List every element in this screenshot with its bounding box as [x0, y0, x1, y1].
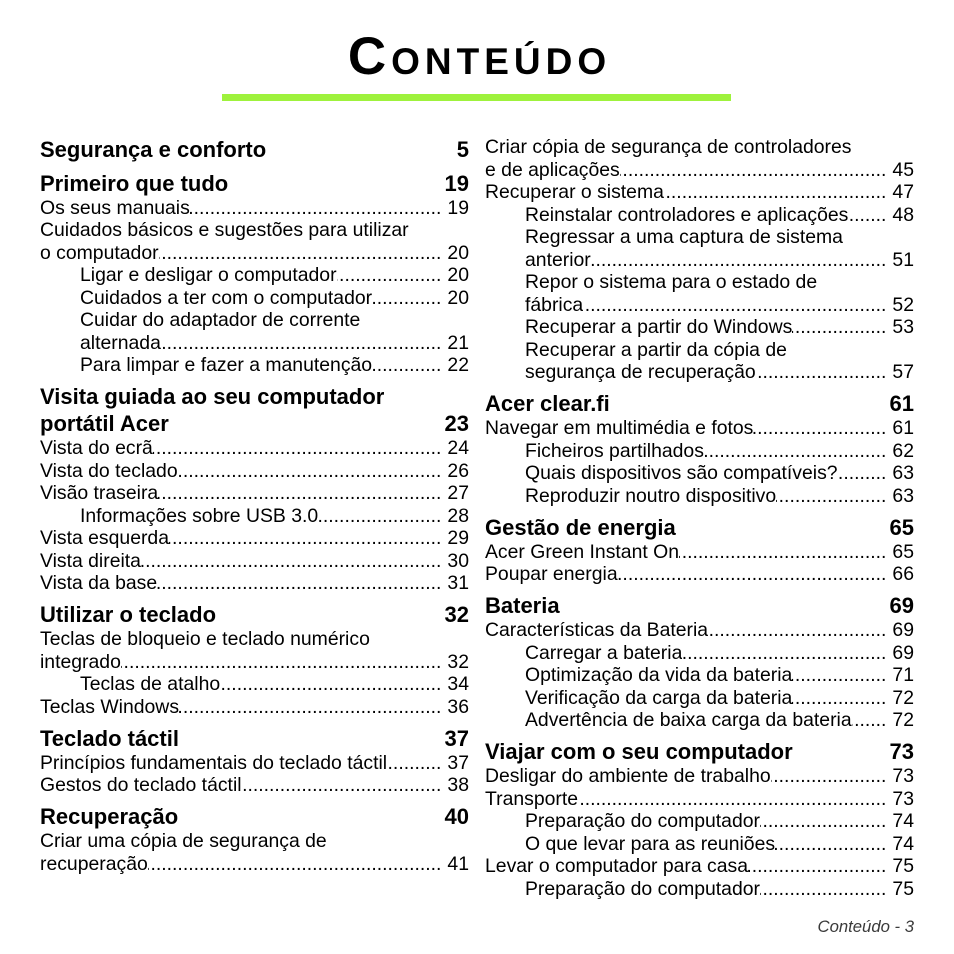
page-number: 20 [447, 241, 469, 264]
page-number: 73 [892, 787, 914, 810]
dot-leader [792, 664, 886, 687]
toc-entry-title: Cuidados a ter com o computador [80, 286, 373, 309]
toc-entry-title: Cuidados básicos e sugestões para utilizar [40, 219, 409, 241]
toc-entry-title: Regressar a uma captura de sistema [525, 226, 843, 248]
page-number: 53 [892, 316, 914, 338]
toc-entry-title: Bateria [485, 593, 560, 618]
page-number: 37 [447, 751, 469, 774]
dot-leader [161, 332, 442, 355]
toc-line [485, 159, 914, 182]
toc-subentry[interactable] [485, 709, 914, 732]
dot-leader [708, 619, 886, 642]
toc-entry[interactable] [485, 788, 914, 811]
dot-leader [664, 181, 887, 204]
toc-subentry[interactable] [485, 226, 914, 271]
toc-heading[interactable] [485, 592, 914, 619]
dot-leader [148, 853, 442, 876]
toc-entry-title: Teclado táctil [40, 725, 179, 751]
page-number: 37 [444, 725, 469, 751]
toc-entry[interactable] [40, 572, 469, 595]
toc-line [525, 485, 914, 508]
toc-entry-title: Criar uma cópia de segurança de [40, 830, 327, 852]
dot-leader [591, 249, 887, 272]
toc-line [40, 242, 469, 265]
toc-heading[interactable] [40, 383, 469, 437]
toc-subentry[interactable] [485, 878, 914, 901]
toc-entry-title: Reproduzir noutro dispositivo [525, 484, 777, 507]
page-number: 34 [447, 673, 469, 695]
dot-leader [153, 437, 442, 460]
page-number: 69 [892, 641, 914, 664]
toc-subentry[interactable] [485, 204, 914, 227]
toc-entry-title: Gestão de energia [485, 514, 676, 540]
page-number: 24 [447, 437, 469, 459]
page-number: 57 [892, 361, 914, 383]
dot-leader [756, 361, 887, 384]
dot-leader [620, 159, 887, 182]
toc-line [485, 788, 914, 811]
dot-leader [372, 287, 441, 310]
page-number: 75 [892, 877, 914, 900]
dot-leader [121, 651, 442, 674]
toc-entry[interactable] [40, 774, 469, 797]
toc-entry-title: Vista do ecrã [40, 437, 153, 459]
toc-entry-title: Vista da base [40, 572, 158, 594]
page-number: 19 [447, 196, 469, 219]
page-number: 73 [889, 739, 914, 764]
toc-heading[interactable] [485, 514, 914, 541]
dot-leader [848, 204, 886, 227]
page-title: Conteúdo [347, 27, 612, 86]
toc-line [80, 287, 469, 310]
toc-entry[interactable] [40, 197, 469, 220]
toc-line [80, 332, 469, 355]
toc-heading[interactable] [485, 738, 914, 765]
toc-line [485, 136, 914, 159]
toc-entry[interactable] [485, 541, 914, 564]
toc-entry[interactable] [40, 460, 469, 483]
toc-subentry[interactable] [485, 687, 914, 710]
toc-entry-title: Quais dispositivos são compatíveis? [525, 462, 838, 484]
toc-line [40, 136, 469, 163]
toc-line [525, 249, 914, 272]
toc-entry-title: Recuperar a partir da cópia de [525, 338, 787, 361]
toc-subentry[interactable] [485, 642, 914, 665]
toc-entry-title: Viajar com o seu computador [485, 739, 793, 764]
toc-entry-title: Gestos do teclado táctil [40, 774, 242, 796]
toc-column-left [40, 136, 469, 875]
toc-entry[interactable] [40, 628, 469, 673]
page-number: 41 [447, 852, 469, 875]
page-number: 5 [456, 137, 469, 162]
toc-line [40, 853, 469, 876]
page-number: 20 [447, 286, 469, 309]
toc-subentry[interactable] [485, 316, 914, 339]
toc-line [40, 651, 469, 674]
toc-entry-title: Recuperação [40, 804, 179, 829]
page-number: 47 [892, 181, 914, 203]
toc-line [80, 264, 469, 287]
toc-entry-title: Acer Green Instant On [485, 540, 680, 563]
page-number: 65 [889, 514, 914, 540]
page-number: 48 [892, 203, 914, 226]
toc-line [485, 417, 914, 440]
page-number: 19 [444, 170, 469, 196]
dot-leader [583, 294, 886, 317]
page-number: 21 [447, 331, 469, 354]
toc-line [40, 383, 469, 410]
toc-entry[interactable] [485, 619, 914, 642]
toc-entry-title: Vista esquerda [40, 527, 170, 549]
toc-entry-title: alternada [80, 331, 161, 354]
page-number: 27 [447, 482, 469, 504]
page-footer: Conteúdo - 3 [817, 917, 914, 936]
toc-line [40, 197, 469, 220]
toc-column-right [485, 136, 914, 900]
toc-entry-title: Visita guiada ao seu computador [40, 384, 385, 409]
toc-subentry[interactable] [485, 339, 914, 384]
toc-subentry[interactable] [485, 485, 914, 508]
toc-entry-title: Primeiro que tudo [40, 170, 229, 196]
toc-entry-title: Carregar a bateria [525, 641, 683, 664]
toc-line [80, 505, 469, 528]
toc-entry-title: Características da Bateria [485, 619, 709, 641]
toc-entry-title: Transporte [485, 787, 579, 810]
toc-line [40, 219, 469, 242]
toc-line [525, 642, 914, 665]
toc-line [485, 855, 914, 878]
toc-entry[interactable] [40, 527, 469, 550]
toc-entry-title: Poupar energia [485, 563, 618, 585]
toc-entry-title: segurança de recuperação [525, 361, 756, 383]
toc-entry-title: Verificação da carga da bateria [525, 686, 793, 709]
toc-line [40, 437, 469, 460]
toc-entry[interactable] [485, 417, 914, 440]
page-number: 23 [444, 411, 469, 436]
toc-line [525, 316, 914, 339]
page-number: 71 [892, 664, 914, 686]
toc-entry-title: Repor o sistema para o estado de [525, 271, 818, 293]
page-number: 63 [892, 484, 914, 507]
toc-line [525, 462, 914, 485]
toc-entry[interactable] [40, 752, 469, 775]
toc-entry-title: Princípios fundamentais do teclado táctil [40, 751, 388, 774]
toc-subentry[interactable] [40, 287, 469, 310]
toc-line [40, 572, 469, 595]
toc-line [40, 803, 469, 830]
toc-entry-title: Levar o computador para casa [485, 855, 749, 877]
toc-entry-title: Os seus manuais [40, 196, 190, 219]
dot-leader [179, 696, 441, 719]
toc-line [40, 830, 469, 853]
page-number: 74 [892, 832, 914, 855]
toc-entry-title: Vista direita [40, 549, 141, 572]
toc-entry-title: Optimização da vida da bateria [525, 664, 793, 686]
toc-subentry[interactable] [485, 833, 914, 856]
toc-line [525, 271, 914, 294]
dot-leader [682, 642, 886, 665]
dot-leader [169, 527, 441, 550]
page-number: 65 [892, 540, 914, 563]
page-number: 52 [892, 293, 914, 316]
toc-line [40, 460, 469, 483]
toc-entry-title: Acer clear.fi [485, 391, 610, 416]
toc-line [525, 361, 914, 384]
toc-entry-title: Utilizar o teclado [40, 602, 217, 627]
toc-line [525, 878, 914, 901]
dot-leader [852, 709, 887, 732]
toc-line [485, 390, 914, 417]
toc-subentry[interactable] [40, 505, 469, 528]
toc-line [485, 765, 914, 788]
toc-entry-title: Advertência de baixa carga da bateria [525, 709, 852, 731]
dot-leader [159, 242, 442, 265]
toc-line [80, 309, 469, 332]
dot-leader [337, 264, 442, 287]
toc-heading[interactable] [485, 390, 914, 417]
toc-subentry[interactable] [485, 810, 914, 833]
page-number: 72 [892, 686, 914, 709]
page-number: 20 [447, 264, 469, 286]
toc-entry-title: Navegar em multimédia e fotos [485, 417, 754, 439]
toc-line [525, 664, 914, 687]
toc-line [80, 354, 469, 377]
toc-line [40, 696, 469, 719]
toc-line [40, 410, 469, 437]
toc-entry-title: Desligar do ambiente de trabalho [485, 765, 771, 787]
toc-heading[interactable] [40, 601, 469, 628]
dot-leader [578, 788, 886, 811]
toc-entry-title: e de aplicações [485, 158, 620, 181]
toc-entry[interactable] [485, 563, 914, 586]
toc-entry-title: Teclas Windows [40, 695, 180, 718]
toc-entry-title: Teclas de bloqueio e teclado numérico [40, 628, 370, 650]
toc-subentry[interactable] [485, 271, 914, 316]
dot-leader [190, 197, 442, 220]
page-number: 28 [447, 504, 469, 527]
toc-entry[interactable] [485, 855, 914, 878]
toc-entry-title: Vista do teclado [40, 459, 178, 482]
page-number: 61 [892, 417, 914, 439]
toc-heading[interactable] [40, 725, 469, 752]
toc-entry-title: Ficheiros partilhados [525, 439, 704, 462]
toc-heading[interactable] [40, 136, 469, 163]
toc-line [525, 339, 914, 362]
page-number: 74 [892, 810, 914, 832]
toc-line [525, 226, 914, 249]
toc-entry-title: Informações sobre USB 3.0 [80, 504, 319, 527]
page-number: 72 [892, 709, 914, 731]
toc-entry[interactable] [40, 550, 469, 573]
page-number: 38 [447, 774, 469, 796]
toc-entry-title: fábrica [525, 293, 584, 316]
page-number: 63 [892, 462, 914, 484]
page-number: 26 [447, 459, 469, 482]
toc-line [485, 541, 914, 564]
toc-line [40, 550, 469, 573]
dot-leader [771, 765, 887, 788]
toc-entry-title: recuperação [40, 852, 148, 875]
title-underline [222, 94, 731, 101]
dot-leader [387, 752, 441, 775]
page-number: 45 [892, 158, 914, 181]
page-number: 29 [447, 527, 469, 549]
dot-leader [748, 855, 886, 878]
toc-entry[interactable] [485, 136, 914, 181]
toc-line [40, 628, 469, 651]
toc-entry-title: anterior [525, 248, 591, 271]
toc-entry-title: Para limpar e fazer a manutenção [80, 354, 373, 376]
dot-leader [242, 774, 442, 797]
toc-entry[interactable] [40, 830, 469, 875]
dot-leader [141, 550, 441, 573]
toc-line [485, 181, 914, 204]
toc-line [485, 738, 914, 765]
dot-leader [704, 440, 887, 463]
page-number: 36 [447, 695, 469, 718]
dot-leader [372, 354, 441, 377]
toc-subentry[interactable] [40, 264, 469, 287]
toc-entry-title: Recuperar o sistema [485, 181, 664, 203]
toc-entry-title: Preparação do computador [525, 877, 760, 900]
toc-entry-title: O que levar para as reuniões [525, 832, 776, 855]
toc-entry[interactable] [40, 696, 469, 719]
toc-line [40, 170, 469, 197]
toc-line [485, 592, 914, 619]
dot-leader [220, 673, 441, 696]
toc-entry-title: Criar cópia de segurança de controladores [485, 136, 852, 158]
page-number: 66 [892, 563, 914, 585]
toc-entry[interactable] [40, 482, 469, 505]
dot-leader [618, 563, 887, 586]
toc-heading[interactable] [40, 803, 469, 830]
page-number: 73 [892, 765, 914, 787]
toc-entry-title: Preparação do computador [525, 810, 760, 832]
dot-leader [318, 505, 441, 528]
toc-entry[interactable] [485, 181, 914, 204]
toc-entry[interactable] [40, 437, 469, 460]
toc-line [485, 563, 914, 586]
toc-entry-title: Reinstalar controladores e aplicações [525, 203, 849, 226]
dot-leader [760, 810, 886, 833]
dot-leader [792, 316, 886, 339]
toc-line [40, 601, 469, 628]
dot-leader [776, 485, 886, 508]
dot-leader [753, 417, 886, 440]
page-number: 75 [892, 855, 914, 877]
toc-line [40, 527, 469, 550]
toc-line [485, 619, 914, 642]
toc-entry-title: portátil Acer [40, 411, 169, 436]
dot-leader [775, 833, 886, 856]
dot-leader [838, 462, 887, 485]
toc-line [525, 294, 914, 317]
toc-line [525, 709, 914, 732]
toc-line [80, 673, 469, 696]
toc-line [40, 725, 469, 752]
toc-line [525, 204, 914, 227]
toc-subentry[interactable] [485, 462, 914, 485]
toc-line [485, 514, 914, 541]
page-number: 31 [447, 572, 469, 594]
dot-leader [679, 541, 886, 564]
toc-subentry[interactable] [485, 664, 914, 687]
toc-entry-title: Segurança e conforto [40, 137, 267, 162]
toc-subentry[interactable] [40, 673, 469, 696]
dot-leader [178, 460, 442, 483]
page-number: 30 [447, 549, 469, 572]
toc-entry[interactable] [485, 765, 914, 788]
toc-entry-title: Visão traseira [40, 482, 159, 504]
toc-entry[interactable] [40, 219, 469, 264]
toc-line [525, 810, 914, 833]
toc-entry-title: Cuidar do adaptador de corrente [80, 309, 361, 331]
dot-leader [792, 687, 886, 710]
dot-leader [760, 878, 886, 901]
toc-entry-title: Ligar e desligar o computador [80, 264, 337, 286]
page-number: 61 [889, 391, 914, 416]
toc-heading[interactable] [40, 170, 469, 197]
page-number: 22 [447, 354, 469, 376]
page-number: 51 [892, 248, 914, 271]
toc-subentry[interactable] [40, 354, 469, 377]
toc-line [525, 687, 914, 710]
toc-entry-title: Teclas de atalho [80, 673, 221, 695]
toc-entry-title: Recuperar a partir do Windows [525, 316, 793, 338]
toc-entry-title: o computador [40, 241, 159, 264]
dot-leader [157, 572, 441, 595]
toc-line [40, 752, 469, 775]
page-number: 32 [444, 602, 469, 627]
toc-subentry[interactable] [40, 309, 469, 354]
toc-line [525, 833, 914, 856]
toc-line [525, 440, 914, 463]
toc-line [40, 774, 469, 797]
page-number: 69 [889, 593, 914, 618]
dot-leader [158, 482, 441, 505]
page-number: 69 [892, 619, 914, 641]
toc-line [40, 482, 469, 505]
toc-entry-title: integrado [40, 650, 121, 673]
page-number: 32 [447, 650, 469, 673]
page-number: 62 [892, 439, 914, 462]
page-number: 40 [444, 804, 469, 829]
toc-subentry[interactable] [485, 440, 914, 463]
